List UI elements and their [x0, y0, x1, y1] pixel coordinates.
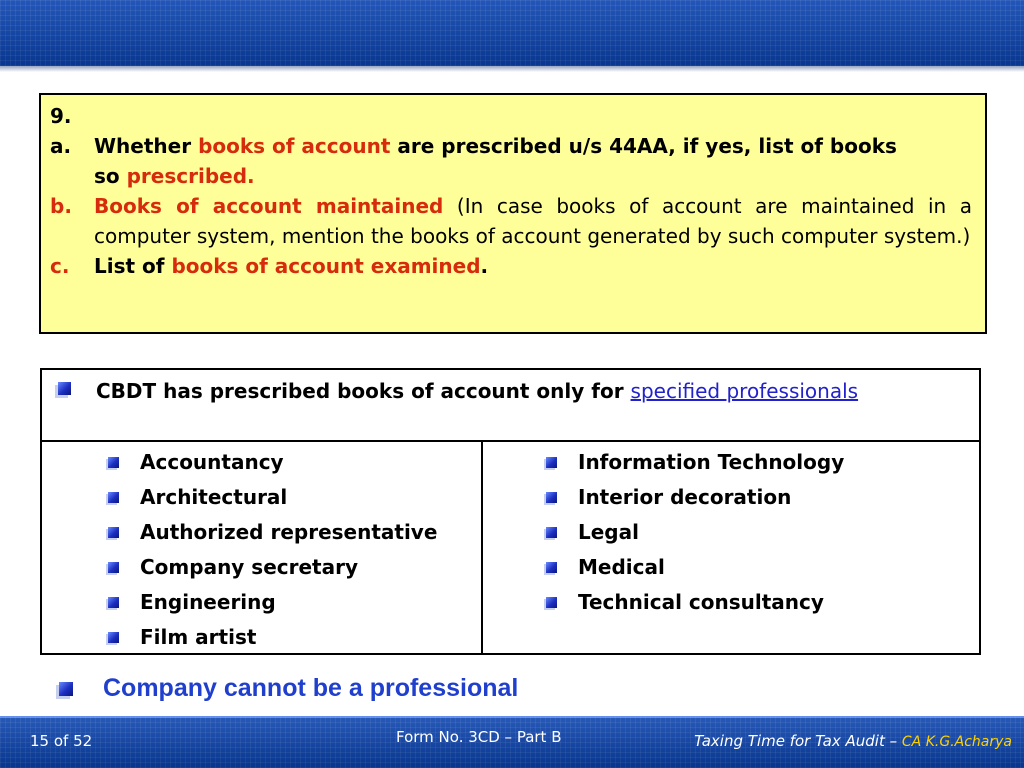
- footer-bar: [0, 716, 1024, 768]
- square-bullet-icon: [58, 382, 71, 395]
- list-item: [108, 590, 437, 625]
- square-bullet-icon: [546, 492, 557, 503]
- item-c-highlight: books of account examined: [171, 254, 481, 278]
- profession-list-left: [108, 450, 437, 660]
- square-bullet-icon: [546, 457, 557, 468]
- top-banner-shadow: [0, 66, 1024, 72]
- list-item: [546, 485, 844, 520]
- square-bullet-icon: [546, 597, 557, 608]
- square-bullet-icon: [108, 632, 119, 643]
- profession-label: Interior decoration: [578, 485, 792, 509]
- question-box: [39, 93, 987, 334]
- item-b-marker: b.: [50, 194, 72, 218]
- item-a-text-2: are prescribed u/s 44AA, if yes, list of books: [390, 134, 897, 158]
- cbdt-header: [42, 370, 979, 442]
- cbdt-header-text: [96, 379, 858, 403]
- cbdt-professions-table: [40, 368, 981, 655]
- item-c-text-1: List of: [94, 254, 172, 278]
- profession-label: Technical consultancy: [578, 590, 824, 614]
- page-number: 15 of 52: [30, 732, 93, 750]
- list-item: [546, 450, 844, 485]
- list-item: [108, 520, 437, 555]
- square-bullet-icon: [108, 597, 119, 608]
- square-bullet-icon: [59, 682, 73, 696]
- list-item: [546, 590, 844, 625]
- profession-label: Medical: [578, 555, 665, 579]
- cbdt-header-label: CBDT has prescribed books of account only for: [96, 379, 631, 403]
- list-item: [546, 520, 844, 555]
- list-item: [108, 450, 437, 485]
- footer-tagline: [694, 732, 1012, 750]
- item-b-highlight: Books of account maintained: [94, 194, 444, 218]
- author-name: CA K.G.Acharya: [901, 734, 1012, 750]
- profession-label: Information Technology: [578, 450, 845, 474]
- column-divider: [481, 440, 483, 653]
- question-item-c: [50, 251, 976, 281]
- item-a-highlight-2: prescribed.: [126, 164, 255, 188]
- square-bullet-icon: [108, 527, 119, 538]
- profession-label: Legal: [578, 520, 639, 544]
- item-a-text-3: so: [94, 164, 127, 188]
- footer-divider: [0, 716, 1024, 718]
- list-item: [546, 555, 844, 590]
- top-banner: [0, 0, 1024, 66]
- question-item-a: [50, 131, 976, 191]
- item-b-text: (In case books of account are maintained in a computer system, mention the books of account generated by such computer system.): [94, 194, 972, 248]
- item-c-marker: c.: [50, 254, 70, 278]
- square-bullet-icon: [546, 527, 557, 538]
- square-bullet-icon: [108, 492, 119, 503]
- profession-label: Accountancy: [140, 450, 284, 474]
- tagline-text: Taxing Time for Tax Audit –: [694, 732, 902, 750]
- list-item: [108, 485, 437, 520]
- profession-label: Architectural: [140, 485, 288, 509]
- item-a-highlight-1: books of account: [198, 134, 391, 158]
- item-a-marker: a.: [50, 134, 72, 158]
- list-item: [108, 555, 437, 590]
- profession-label: Company secretary: [140, 555, 359, 579]
- profession-label: Authorized representative: [140, 520, 438, 544]
- square-bullet-icon: [108, 457, 119, 468]
- item-c-text-2: .: [480, 254, 489, 278]
- square-bullet-icon: [108, 562, 119, 573]
- question-item-b: [50, 191, 976, 251]
- conclusion-text: Company cannot be a professional: [103, 674, 519, 702]
- form-title: Form No. 3CD – Part B: [396, 728, 562, 746]
- item-a-text-1: Whether: [94, 134, 199, 158]
- profession-list-right: [546, 450, 844, 625]
- question-number: 9.: [50, 104, 72, 128]
- list-item: [108, 625, 437, 660]
- profession-label: Engineering: [140, 590, 276, 614]
- specified-professionals-link[interactable]: specified professionals: [630, 379, 859, 403]
- square-bullet-icon: [546, 562, 557, 573]
- profession-label: Film artist: [140, 625, 257, 649]
